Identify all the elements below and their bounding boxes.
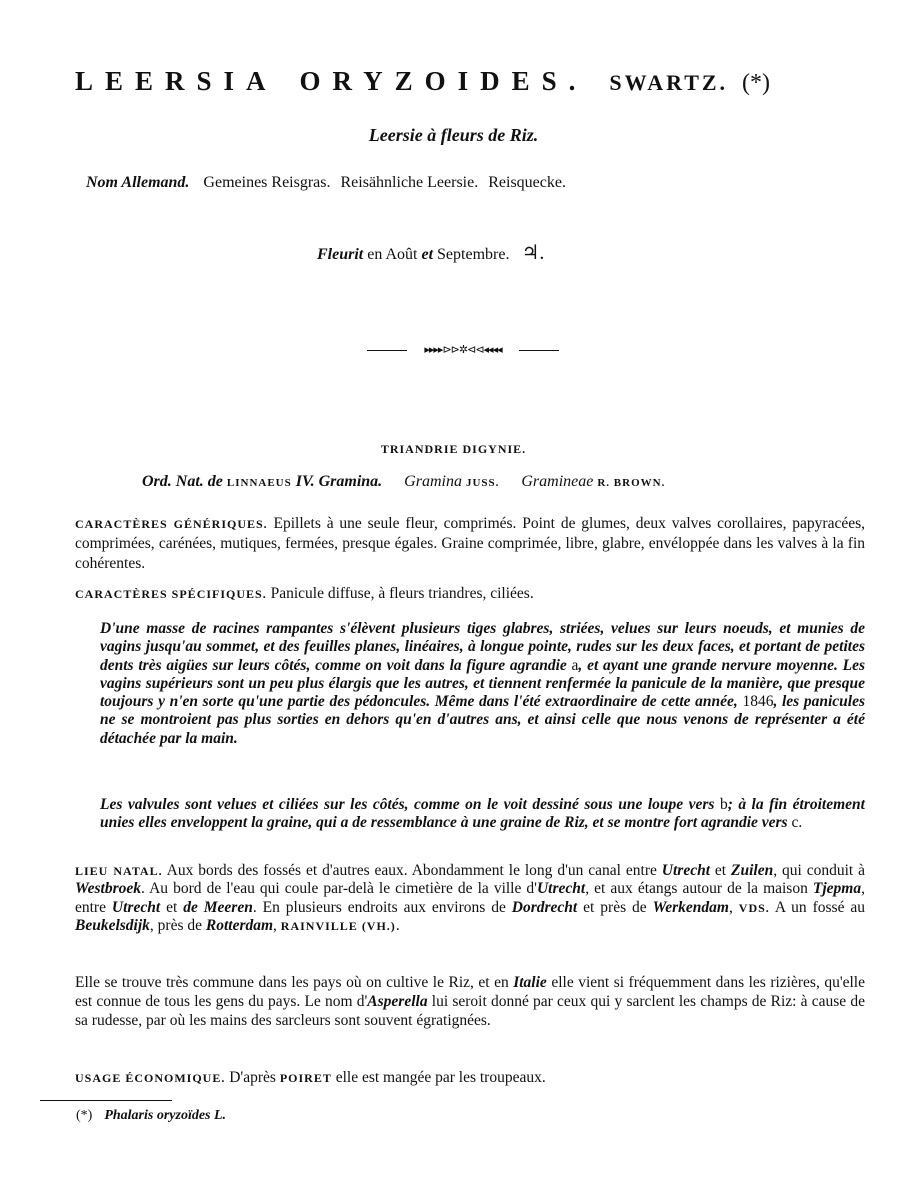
habitat-text: . En plusieurs endroits aux environs de	[252, 898, 512, 916]
distribution-text: elle vient si fréquemment dans les rizières, qu'elle est connue de tous les gens du pays. Le nom d'	[75, 974, 865, 1010]
valvules-paragraph	[100, 796, 865, 833]
habitat-text: Aux bords des fossés et d'autres eaux. Abondamment le long d'un canal entre	[162, 862, 662, 879]
figure-ref-b: b	[719, 796, 728, 813]
generic-heading: CARACTÈRES GÉNÉRIQUES.	[75, 517, 268, 531]
classification-heading: TRIANDRIE DIGYNIE.	[380, 442, 527, 456]
distribution-paragraph	[75, 973, 865, 1030]
footnote	[76, 1108, 226, 1124]
german-name: Gemeines Reisgras.	[203, 174, 331, 191]
collector-name: RAINVILLE (VH.)	[280, 919, 396, 934]
ornament-line	[519, 350, 559, 351]
place-name: Beukelsdijk	[75, 917, 150, 935]
habitat-paragraph	[75, 862, 865, 936]
vernacular-name: Asperella	[367, 993, 428, 1010]
specific-heading: CARACTÈRES SPÉCIFIQUES.	[75, 587, 267, 601]
description-text: , et ayant une grande nervure moyenne. Les vagins supérieurs sont un peu plus élargis que les autres, et tiennent renfermée la panicule de la manière, que presque toujours y n'en sorte qu'une partie des pédoncules. Même dans l'été extraordinaire de cette année,	[100, 656, 865, 711]
usage-paragraph	[75, 1068, 865, 1088]
habitat-text: et près de	[577, 898, 653, 916]
habitat-text: . Au bord de l'eau qui coule par-delà le cimetière de la ville d'	[141, 880, 537, 898]
habitat-text: , près de	[149, 917, 206, 935]
ornament-glyphs: ▸▸▸▸⊳⊳✲⊲⊲◂◂◂◂	[424, 344, 502, 356]
author-juss: JUSS.	[465, 477, 500, 489]
flowering-month: Septembre.	[437, 246, 510, 263]
footnote-rule	[40, 1100, 172, 1101]
author-linnaeus: LINNAEUS	[226, 477, 292, 489]
specific-text: Panicule diffuse, à fleurs triandres, ciliées.	[266, 585, 534, 602]
place-name: Rotterdam	[205, 917, 274, 935]
ornament-divider	[367, 340, 559, 360]
place-name: Werkendam	[652, 898, 729, 916]
generic-text: Epillets à une seule fleur, comprimés. Point de glumes, deux valves corollaires, papyracées, comprimées, carénées, mutiques, fermées, presque égales. Graine comprimée, libre, glabre, envéloppée dans les valves à la fin cohérentes.	[75, 515, 866, 572]
place-name: Italie	[513, 974, 547, 991]
german-name: Reisähnliche Leersie.	[340, 174, 479, 191]
description-text: D'une masse de racines rampantes s'élèvent plusieurs tiges glabres, striées, velues sur leurs noeuds, et munies de vagins jusqu'au sommet, et des feuilles planes, linéaires, à longue pointe, rudes sur les deux faces, et portant de petites dents très aigües sur leurs côtés, comme on voit dans la figure agrandie	[100, 620, 865, 674]
flowering-en: en	[367, 246, 383, 263]
author-brown: R. BROWN.	[597, 477, 666, 489]
distribution-text: Elle se trouve très commune dans les pays où on cultive le Riz, et en	[75, 974, 514, 991]
description-text: ; à la fin étroitement unies elles enveloppent la graine, qui a de ressemblance à une graine de Riz, et se montre fort agrandie vers	[100, 796, 865, 832]
ornament-line	[367, 350, 407, 351]
description-paragraph	[100, 620, 865, 748]
place-name: Utrecht	[111, 898, 161, 916]
perennial-symbol: ♃.	[521, 242, 545, 264]
title-author: SWARTZ.	[609, 70, 729, 95]
usage-text: D'après	[225, 1069, 280, 1086]
usage-text: elle est mangée par les troupeaux.	[331, 1069, 546, 1086]
place-name: Dordrecht	[511, 898, 578, 916]
german-name: Reisquecke.	[488, 174, 566, 191]
place-name: Zuilen	[731, 862, 774, 879]
footnote-mark: (*)	[76, 1108, 93, 1123]
figure-ref-a: a	[571, 656, 579, 674]
order-gramina-juss: Gramina	[404, 473, 462, 490]
habitat-text: et	[160, 898, 184, 916]
flowering-period	[317, 240, 544, 265]
place-name: Utrecht	[536, 880, 586, 898]
place-name: Westbroek	[75, 880, 142, 898]
page-title	[75, 66, 875, 97]
habitat-text: , qui conduit à	[773, 862, 866, 879]
description-text: , les panicules ne se montroient pas plus sorties en dehors qu'en d'autres ans, et ainsi celle que nous venons de représenter a été détachée par la main.	[100, 693, 865, 747]
place-name: Tjepma	[812, 880, 862, 898]
place-name: de Meeren	[183, 898, 253, 916]
specific-characters	[75, 584, 865, 604]
flowering-conj: et	[421, 246, 434, 263]
usage-heading: USAGE ÉCONOMIQUE.	[75, 1071, 226, 1085]
habitat-text: et	[710, 862, 732, 879]
habitat-text: ,	[273, 917, 281, 935]
title-species: ORYZOIDES.	[299, 66, 588, 96]
distribution-text: lui seroit donné par ceux qui y sarclent les champs de Riz: à cause de sa rudesse, par où les mains des sarcleurs sont souvent égratignées.	[75, 993, 865, 1029]
order-prefix: Ord. Nat. de	[142, 473, 223, 490]
habitat-heading: LIEU NATAL.	[75, 864, 163, 878]
author-poiret: POIRET	[279, 1071, 332, 1085]
habitat-text: , entre	[75, 880, 865, 916]
flowering-month: Août	[385, 246, 418, 263]
order-gramina: IV. Gramina.	[295, 473, 383, 490]
year: 1846	[742, 693, 774, 711]
german-names-label: Nom Allemand.	[86, 174, 190, 191]
natural-order	[142, 473, 665, 491]
french-name: Leersie à fleurs de Riz.	[368, 125, 539, 145]
figure-ref-c: c.	[791, 814, 803, 832]
habitat-text: A un fossé au	[769, 898, 866, 916]
footnote-text: Phalaris oryzoïdes L.	[104, 1108, 227, 1123]
title-genus: LEERSIA	[75, 66, 278, 96]
place-name: Utrecht	[661, 862, 710, 879]
footnote-reference: (*)	[742, 70, 771, 96]
generic-characters	[75, 514, 865, 574]
flowering-word: Fleurit	[317, 246, 364, 263]
habitat-text: , et aux étangs autour de la maison	[585, 880, 813, 898]
collector-abbrev: VDS.	[738, 900, 770, 915]
order-gramineae: Gramineae	[521, 473, 594, 490]
habitat-text: ,	[728, 898, 739, 916]
habitat-text: .	[395, 917, 400, 935]
german-names	[86, 174, 576, 192]
description-text: Les valvules sont velues et ciliées sur les côtés, comme on le voit dessiné sous une loupe vers	[100, 796, 720, 813]
